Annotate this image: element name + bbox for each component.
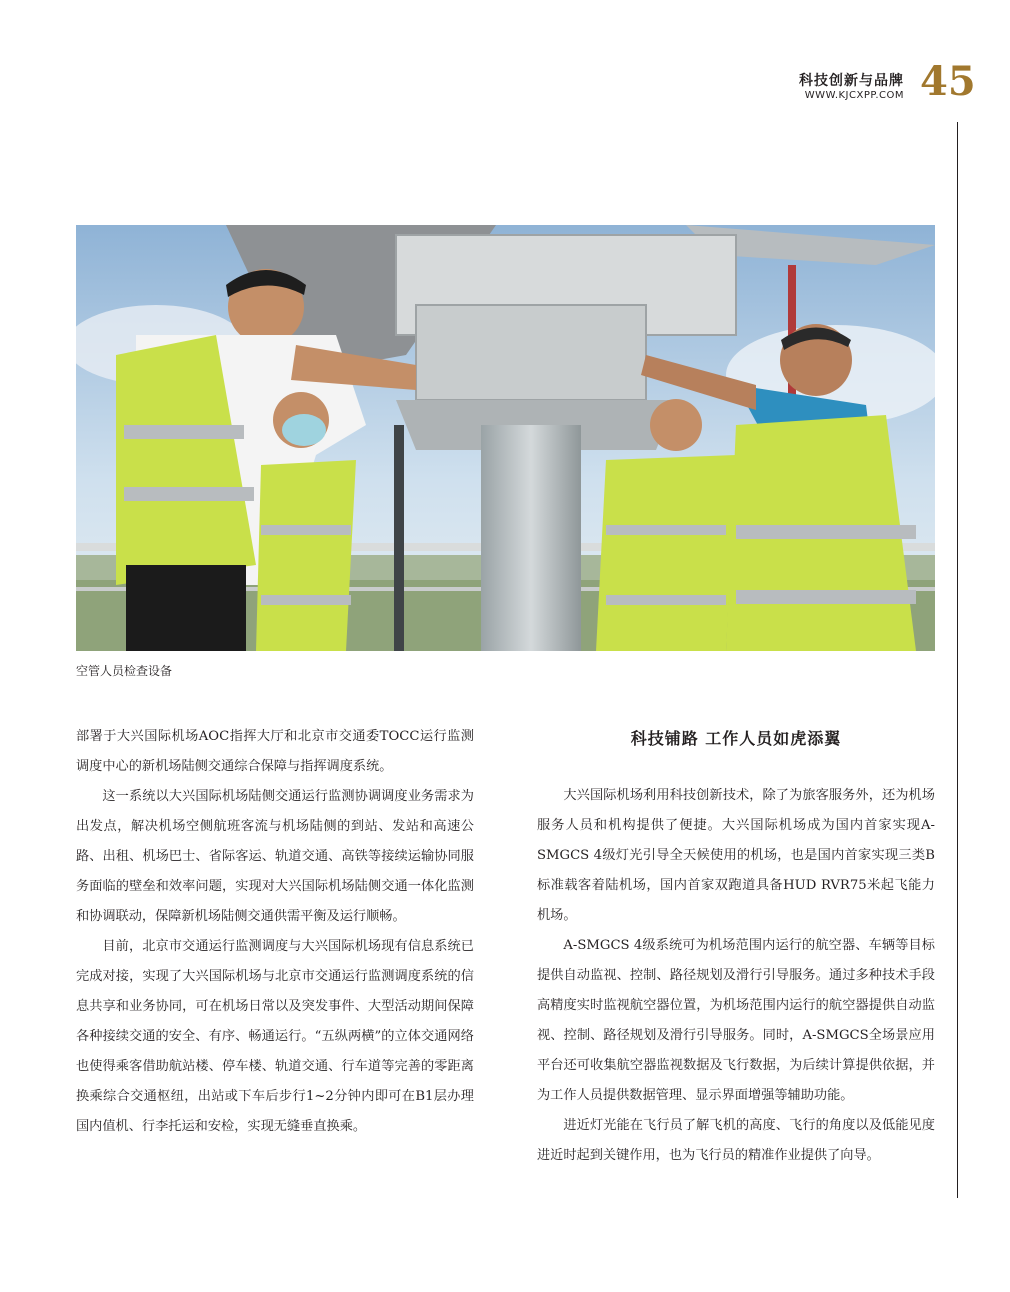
right-paragraph: 大兴国际机场利用科技创新技术，除了为旅客服务外，还为机场服务人员和机构提供了便捷。大兴国际机场成为国内首家实现A-SMGCS 4级灯光引导全天候使用的机场，也是国内首家实现三类B标准载客着陆机场，国内首家双跑道具备HUD RVR75米起飞能力机场。 bbox=[537, 788, 935, 923]
margin-rule bbox=[957, 122, 958, 1198]
right-column bbox=[537, 781, 935, 1171]
magazine-title: 科技创新与品牌 bbox=[799, 73, 904, 89]
left-column bbox=[76, 722, 474, 1142]
page-number: 45 bbox=[920, 58, 976, 105]
photo-caption: 空管人员检查设备 bbox=[76, 664, 173, 678]
right-paragraph: 进近灯光能在飞行员了解飞机的高度、飞行的角度以及低能见度进近时起到关键作用，也为飞行员的精准作业提供了向导。 bbox=[537, 1118, 935, 1163]
left-paragraph: 目前，北京市交通运行监测调度与大兴国际机场现有信息系统已完成对接，实现了大兴国际机场与北京市交通运行监测调度系统的信息共享和业务协同，可在机场日常以及突发事件、大型活动期间保障各种接续交通的安全、有序、畅通运行。“五纵两横”的立体交通网络也使得乘客借助航站楼、停车楼、轨道交通、行车道等完善的零距离换乘综合交通枢纽，出站或下车后步行1~2分钟内即可在B1层办理国内值机、行李托运和安检，实现无缝垂直换乘。 bbox=[76, 939, 474, 1134]
left-paragraph: 部署于大兴国际机场AOC指挥大厅和北京市交通委TOCC运行监测调度中心的新机场陆侧交通综合保障与指挥调度系统。 bbox=[76, 729, 474, 774]
magazine-url: WWW.KJCXPP.COM bbox=[804, 90, 904, 101]
left-paragraph: 这一系统以大兴国际机场陆侧交通运行监测协调调度业务需求为出发点，解决机场空侧航班客流与机场陆侧的到站、发站和高速公路、出租、机场巴士、省际客运、轨道交通、高铁等接续运输协同服务面临的壁垒和效率问题，实现对大兴国际机场陆侧交通一体化监测和协调联动，保障新机场陆侧交通供需平衡及运行顺畅。 bbox=[76, 789, 474, 924]
equipment-inspection-photo bbox=[76, 225, 935, 651]
section-heading: 科技铺路 工作人员如虎添翼 bbox=[630, 729, 842, 748]
right-paragraph: A-SMGCS 4级系统可为机场范围内运行的航空器、车辆等目标提供自动监视、控制、路径规划及滑行引导服务。通过多种技术手段高精度实时监视航空器位置，为机场范围内运行的航空器提供自动监视、控制、路径规划及滑行引导服务。同时，A-SMGCS全场景应用平台还可收集航空器监视数据及飞行数据，为后续计算提供依据，并为工作人员提供数据管理、显示界面增强等辅助功能。 bbox=[537, 938, 935, 1103]
